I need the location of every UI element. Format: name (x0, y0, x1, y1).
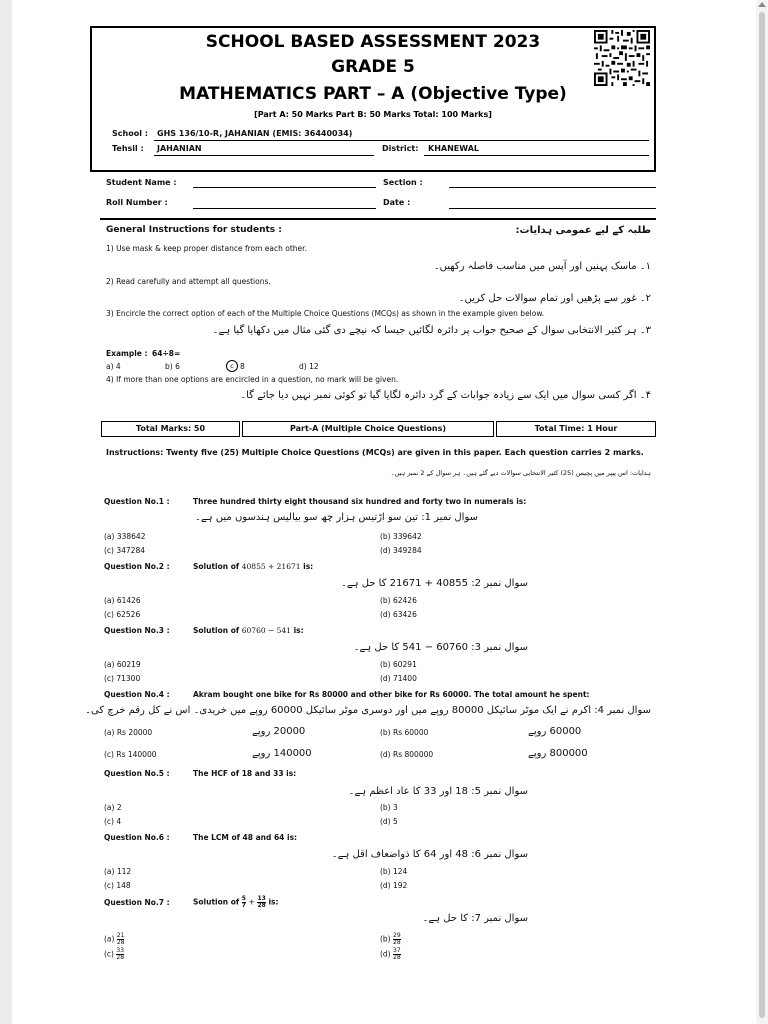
q7-option-c[interactable]: (c) $\frac{33}{28}$ (104, 947, 125, 961)
question-4-label: Question No.4 : (104, 690, 170, 699)
q7-option-a[interactable]: (a) $\frac{21}{28}$ (104, 932, 125, 946)
section-field[interactable] (449, 187, 656, 188)
total-marks-cell: Total Marks: 50 (101, 421, 240, 437)
q2-option-a[interactable]: (a) 61426 (104, 596, 141, 605)
qr-code-icon (594, 30, 650, 86)
q4-option-c-urdu: 140000 روپے (252, 748, 312, 759)
q2-option-d[interactable]: (d) 63426 (380, 610, 417, 619)
instruction-2-urdu: ۲۔ غور سے پڑھیں اور تمام سوالات حل کریں۔ (458, 293, 651, 304)
q4-option-d[interactable]: (d) Rs 800000 (380, 750, 434, 759)
school-value: GHS 136/10-R, JAHANIAN (EMIS: 36440034) (157, 129, 353, 138)
subject-title: MATHEMATICS PART – A (Objective Type) (179, 84, 567, 104)
question-3-text: Solution of 60760 − 541 is: (193, 626, 304, 635)
instruction-1-urdu: ۱۔ ماسک پہنیں اور آپس میں مناسب فاصلہ رکھیں۔ (433, 261, 651, 272)
q2-option-b[interactable]: (b) 62426 (380, 596, 417, 605)
tehsil-value: JAHANIAN (157, 144, 202, 153)
roll-number-field[interactable] (193, 208, 376, 209)
question-2-label: Question No.2 : (104, 562, 170, 571)
part-cell: Part-A (Multiple Choice Questions) (242, 421, 494, 437)
q7-option-d[interactable]: (d) $\frac{37}{28}$ (380, 947, 401, 961)
exam-title: SCHOOL BASED ASSESSMENT 2023 (205, 32, 541, 52)
example-option-b: b) 6 (165, 362, 180, 371)
section-divider (100, 218, 656, 220)
question-2-text: Solution of 40855 + 21671 is: (193, 562, 314, 571)
example-option-c-circled: c (226, 360, 238, 372)
example-question: 64÷8= (152, 349, 181, 358)
q1-option-a[interactable]: (a) 338642 (104, 532, 146, 541)
question-5-text: The HCF of 18 and 33 is: (193, 769, 297, 778)
question-3-urdu: سوال نمبر 3: 60760 − 541 کا حل ہے۔ (353, 642, 528, 653)
fraction-13-28: $\frac{13}{28}$ (257, 895, 266, 909)
q4-option-b-urdu: 60000 روپے (528, 726, 582, 737)
grade-title: GRADE 5 (331, 57, 415, 77)
example-option-a: a) 4 (106, 362, 121, 371)
question-5-urdu: سوال نمبر 5: 18 اور 33 کا عاد اعظم ہے۔ (348, 786, 528, 797)
q6-option-d[interactable]: (d) 192 (380, 881, 408, 890)
instruction-1: 1) Use mask & keep proper distance from each other. (106, 244, 307, 253)
question-7-label: Question No.7 : (104, 898, 170, 907)
school-underline (154, 140, 649, 141)
q3-option-b[interactable]: (b) 60291 (380, 660, 417, 669)
scroll-up-arrow-icon[interactable] (758, 2, 766, 7)
fraction-5-7: $\frac{5}{7}$ (241, 895, 246, 909)
question-1-urdu: سوال نمبر 1: تین سو اڑتیس ہزار چھ سو بیالیس ہندسوں میں ہے۔ (195, 512, 478, 523)
instruction-3: 3) Encircle the correct option of each of the Multiple Choice Questions (MCQs) as shown in the example given below. (106, 309, 545, 318)
question-7-text: Solution of $\frac{5}{7}$ + $\frac{13}{28}$ is: (193, 895, 279, 909)
date-field[interactable] (449, 208, 656, 209)
question-1-label: Question No.1 : (104, 497, 170, 506)
tehsil-underline (154, 155, 374, 156)
q4-option-d-urdu: 800000 روپے (528, 748, 588, 759)
example-option-d: d) 12 (299, 362, 319, 371)
q3-option-c[interactable]: (c) 71300 (104, 674, 141, 683)
question-1-text: Three hundred thirty eight thousand six hundred and forty two in numerals is: (193, 497, 527, 506)
instructions-heading-urdu: طلبہ کے لیے عمومی ہدایات: (515, 225, 651, 236)
date-label: Date : (383, 198, 411, 207)
district-underline (424, 155, 649, 156)
scrollbar-thumb[interactable] (759, 12, 765, 1018)
total-time-cell: Total Time: 1 Hour (496, 421, 656, 437)
vertical-scrollbar[interactable] (756, 0, 768, 1024)
q6-option-a[interactable]: (a) 112 (104, 867, 132, 876)
mcq-instructions: Instructions: Twenty five (25) Multiple Choice Questions (MCQs) are given in this paper. Each question carries 2 marks. (106, 448, 644, 457)
q2-option-c[interactable]: (c) 62526 (104, 610, 141, 619)
example-label: Example : (106, 349, 148, 358)
question-4-text: Akram bought one bike for Rs 80000 and other bike for Rs 60000. The total amount he spent: (193, 690, 590, 699)
question-5-label: Question No.5 : (104, 769, 170, 778)
instruction-2: 2) Read carefully and attempt all questions. (106, 277, 271, 286)
school-label: School : (112, 129, 148, 138)
instruction-4: 4) If more than one options are encircled in a question, no mark will be given. (106, 375, 399, 384)
instructions-heading: General Instructions for students : (106, 225, 282, 235)
question-6-text: The LCM of 48 and 64 is: (193, 833, 298, 842)
mcq-instructions-urdu: ہدایات: اس پیپر میں پچیس (25) کثیر الانتخابی سوالات دیے گئے ہیں۔ ہر سوال کے 2 نمبر ہیں۔ (390, 469, 651, 477)
q4-option-b[interactable]: (b) Rs 60000 (380, 728, 429, 737)
question-7-urdu: سوال نمبر 7: کا حل ہے۔ (422, 913, 528, 924)
marks-line: [Part A: 50 Marks Part B: 50 Marks Total: 100 Marks] (254, 110, 492, 119)
q1-option-c[interactable]: (c) 347284 (104, 546, 145, 555)
q1-option-d[interactable]: (d) 349284 (380, 546, 422, 555)
q5-option-d[interactable]: (d) 5 (380, 817, 398, 826)
q4-option-a[interactable]: (a) Rs 20000 (104, 728, 153, 737)
instruction-4-urdu: ۴۔ اگر کسی سوال میں ایک سے زیادہ جوابات کے گرد دائرہ لگایا گیا تو کوئی نمبر نہیں دیا جائے گا۔ (240, 390, 651, 401)
example-option-c-value: 8 (240, 362, 245, 371)
q7-option-b[interactable]: (b) $\frac{29}{28}$ (380, 932, 401, 946)
question-6-urdu: سوال نمبر 6: 48 اور 64 کا ذواضعاف اقل ہے۔ (331, 849, 528, 860)
instruction-3-urdu: ۳۔ ہر کثیر الانتخابی سوال کے صحیح جواب پر دائرہ لگائیں جیسا کہ نیچے دی گئی مثال میں دکھایا گیا ہے۔ (212, 325, 651, 336)
q4-option-a-urdu: 20000 روپے (252, 726, 306, 737)
q5-option-b[interactable]: (b) 3 (380, 803, 398, 812)
q3-option-a[interactable]: (a) 60219 (104, 660, 141, 669)
q6-option-b[interactable]: (b) 124 (380, 867, 408, 876)
q5-option-c[interactable]: (c) 4 (104, 817, 122, 826)
district-value: KHANEWAL (428, 144, 479, 153)
question-4-urdu: سوال نمبر 4: اکرم نے ایک موٹر سائیکل 80000 روپے میں اور دوسری موٹر سائیکل 60000 روپے میں خریدی۔ اس نے کل رقم خرچ کی۔ (85, 705, 651, 716)
q6-option-c[interactable]: (c) 148 (104, 881, 131, 890)
student-name-label: Student Name : (106, 178, 177, 187)
section-label: Section : (383, 178, 423, 187)
roll-number-label: Roll Number : (106, 198, 168, 207)
q5-option-a[interactable]: (a) 2 (104, 803, 122, 812)
question-3-label: Question No.3 : (104, 626, 170, 635)
student-name-field[interactable] (193, 187, 376, 188)
tehsil-label: Tehsil : (112, 144, 144, 153)
district-label: District: (382, 144, 419, 153)
q3-option-d[interactable]: (d) 71400 (380, 674, 417, 683)
question-6-label: Question No.6 : (104, 833, 170, 842)
q4-option-c[interactable]: (c) Rs 140000 (104, 750, 157, 759)
question-2-urdu: سوال نمبر 2: 40855 + 21671 کا حل ہے۔ (340, 578, 528, 589)
q1-option-b[interactable]: (b) 339642 (380, 532, 422, 541)
